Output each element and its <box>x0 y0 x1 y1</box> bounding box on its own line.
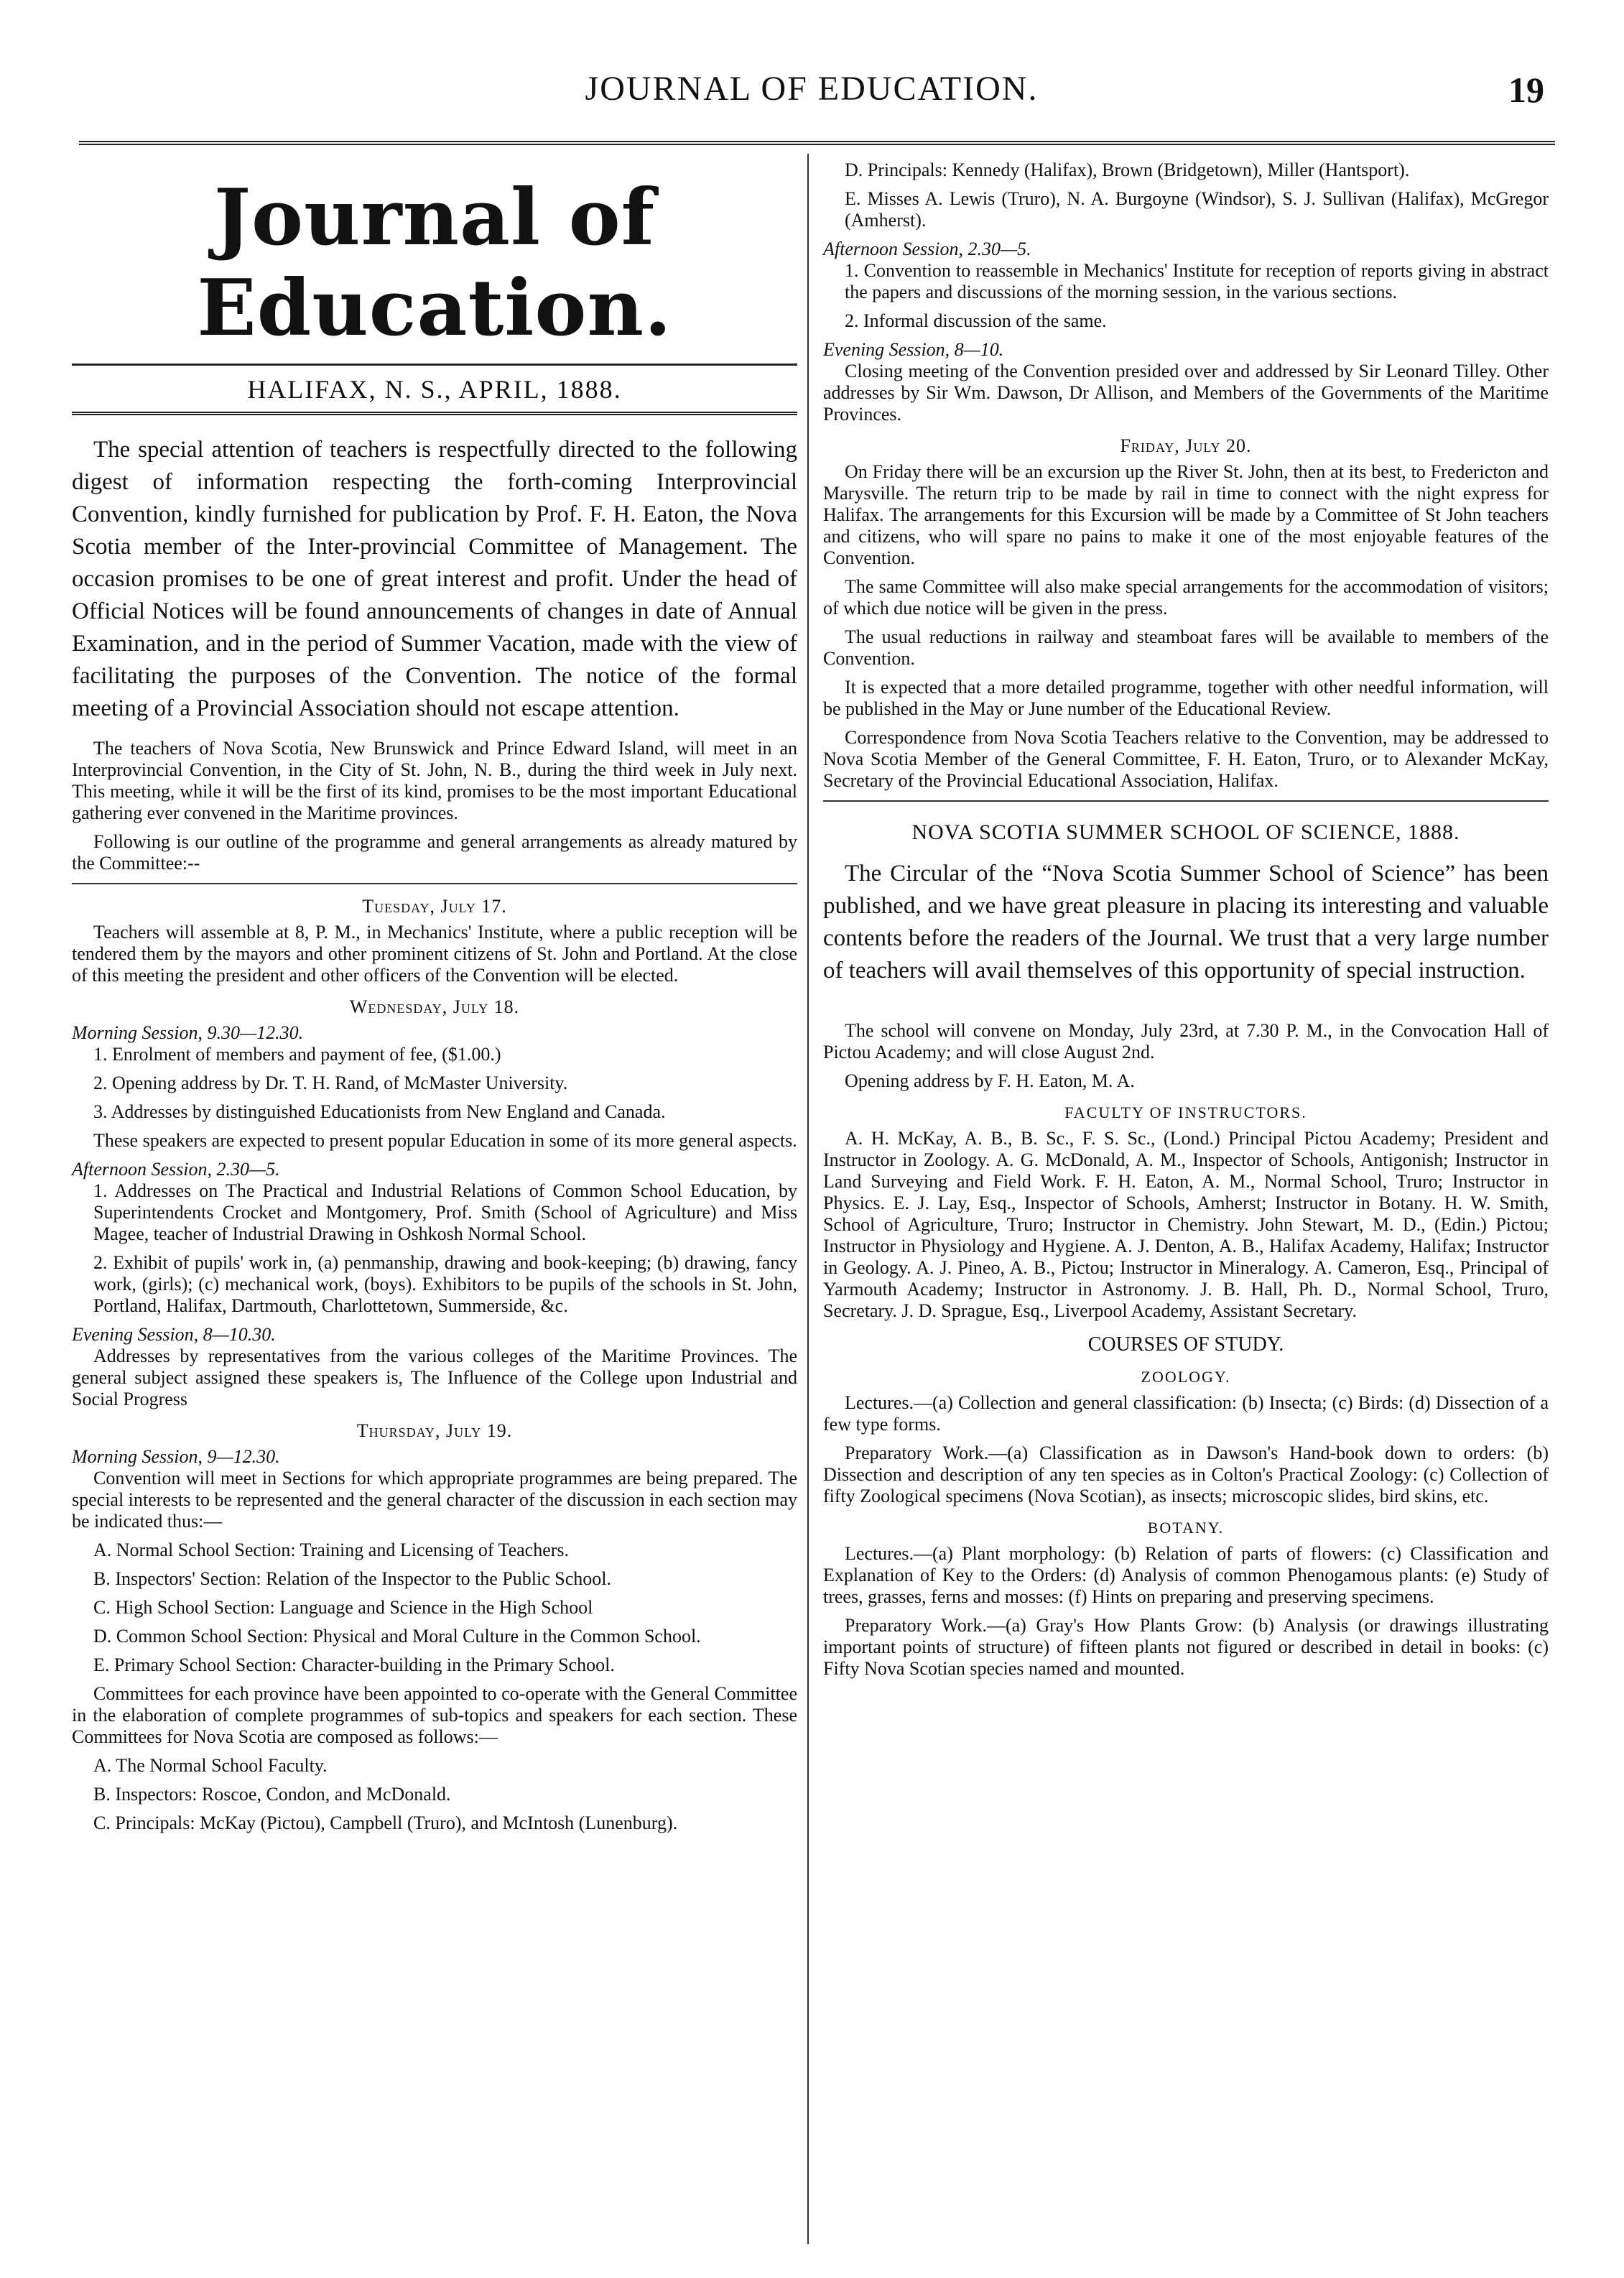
wednesday-evening-label: Evening Session, 8—10.30. <box>72 1324 276 1345</box>
convention-paragraph: The teachers of Nova Scotia, New Brunswick and Prince Edward Island, will meet in an Interprovincial Convention, in the City of St. John, N. B., during the third week in July next. This meeting, while it will be the first of its kind, promises to be the most important Educational gathering ever convened in the Maritime provinces. <box>72 738 797 823</box>
zoology-heading: ZOOLOGY. <box>1141 1368 1231 1386</box>
thursday-afternoon-label: Afternoon Session, 2.30—5. <box>823 239 1031 259</box>
thursday-heading: Thursday, July 19. <box>356 1420 513 1441</box>
committee-item: B. Inspectors: Roscoe, Condon, and McDonald. <box>93 1784 451 1805</box>
wednesday-morning-item: 3. Addresses by distinguished Educationists from New England and Canada. <box>93 1101 666 1122</box>
zoology-preparatory: Preparatory Work.—(a) Classification as in Dawson's Hand-book down to orders: (b) Dissection and description of any ten species as in Colton's Practical Zoology: (c) Collection of fifty Zoological specimens (Nova Scotian), as insects; microscopic slides, bird skins, etc. <box>823 1443 1549 1506</box>
thursday-evening-label: Evening Session, 8—10. <box>823 339 1004 360</box>
dateline: HALIFAX, N. S., APRIL, 1888. <box>72 364 797 415</box>
wednesday-afternoon-item: 2. Exhibit of pupils' work in, (a) penmanship, drawing and book-keeping; (b) drawing, fancy work, (girls); (c) mechanical work, (boys). Exhibitors to be pupils of the schools in St. John, Portland, Halifax, Dartmouth, Charlottetown, Summerside, &c. <box>93 1252 797 1316</box>
botany-preparatory: Preparatory Work.—(a) Gray's How Plants Grow: (b) Analysis (or drawings illustrating important points of structure) of fifteen plants not figured or described in detail in books: (c) Fifty Nova Scotian species named and mounted. <box>823 1615 1549 1679</box>
section-item: B. Inspectors' Section: Relation of the Inspector to the Public School. <box>93 1568 612 1589</box>
thursday-evening-text: Closing meeting of the Convention presided over and addressed by Sir Leonard Tilley. Other addresses by Sir Wm. Dawson, Dr Allison, and Members of the Governments of the Maritime Provinces. <box>823 361 1549 425</box>
faculty-text: A. H. McKay, A. B., B. Sc., F. S. Sc., (Lond.) Principal Pictou Academy; President and Instructor in Zoology. A. G. McDonald, A. M., Inspector of Schools, Antigonish; Instructor in Land Surveying and Field Work. F. H. Eaton, A. M., Normal School, Truro; Instructor in Physics. E. J. Lay, Esq., Inspector of Schools, Amherst; Instructor in Botany. H. W. Smith, School of Agriculture, Truro; Instructor in Chemistry. John Stewart, M. D., (Edin.) Pictou; Instructor in Physiology and Hygiene. A. J. Denton, A. B., Halifax Academy, Halifax; Instructor in Geology. A. J. Pineo, A. B., Pictou; Instructor in Mineralogy. A. Cameron, Esq., Principal of Yarmouth Academy; Instructor in Astronomy. J. B. Hall, Ph. D., Normal School, Truro, Secretary. J. D. Sprague, Esq., Liverpool Academy, Assistant Secretary. <box>823 1128 1549 1321</box>
tuesday-heading: Tuesday, July 17. <box>362 896 507 917</box>
friday-paragraph: The same Committee will also make special arrangements for the accommodation of visitors; of which due notice will be given in the press. <box>823 576 1549 619</box>
section-item: C. High School Section: Language and Science in the High School <box>93 1597 593 1618</box>
section-item: A. Normal School Section: Training and Licensing of Teachers. <box>93 1539 570 1560</box>
running-title: JOURNAL OF EDUCATION. <box>585 70 1039 108</box>
friday-paragraph: The usual reductions in railway and steamboat fares will be available to members of the Convention. <box>823 626 1549 669</box>
botany-lectures: Lectures.—(a) Plant morphology: (b) Relation of parts of flowers: (c) Classification and Explanation of Key to the Orders: (d) Analysis of common Phenogamous plants: (e) Study of trees, grasses, ferns and mosses: (f) Hints on preparing and preserving specimens. <box>823 1543 1549 1607</box>
right-column <box>823 159 1549 1687</box>
section-item: E. Primary School Section: Character-building in the Primary School. <box>93 1654 615 1675</box>
summer-school-convene: The school will convene on Monday, July 23rd, at 7.30 P. M., in the Convocation Hall of Pictou Academy; and will close August 2nd. <box>823 1020 1549 1062</box>
section-item: D. Common School Section: Physical and Moral Culture in the Common School. <box>93 1626 701 1647</box>
section-rule <box>72 883 797 884</box>
committee-item: A. The Normal School Faculty. <box>93 1755 328 1776</box>
wednesday-morning-label: Morning Session, 9.30—12.30. <box>72 1022 304 1043</box>
summer-school-title: NOVA SCOTIA SUMMER SCHOOL OF SCIENCE, 1888. <box>911 820 1460 844</box>
friday-paragraph: On Friday there will be an excursion up the River St. John, then at its best, to Fredericton and Marysville. The return trip to be made by rail in time to connect with the night express for Halifax. The arrangements for this Excursion will be made by a Committee of St John teachers and citizens, who will spare no pains to make it one of the most enjoyable features of the Convention. <box>823 461 1549 568</box>
header-rule <box>79 141 1555 145</box>
friday-paragraph: Correspondence from Nova Scotia Teachers relative to the Convention, may be addressed to Nova Scotia Member of the General Committee, F. H. Eaton, Truro, or to Alexander McKay, Secretary of the Provincial Educational Association, Halifax. <box>823 727 1549 791</box>
wednesday-evening-text: Addresses by representatives from the various colleges of the Maritime Provinces. The general subject assigned these speakers is, The Influence of the College upon Industrial and Social Progress <box>72 1346 797 1409</box>
wednesday-heading: Wednesday, July 18. <box>349 996 520 1017</box>
running-header <box>79 69 1544 121</box>
page-number: 19 <box>1508 70 1544 110</box>
friday-heading: Friday, July 20. <box>1120 435 1252 456</box>
summer-school-intro: The Circular of the “Nova Scotia Summer School of Science” has been published, and we have great pleasure in placing its interesting and valuable contents before the readers of the Journal. We trust that a very large number of teachers will avail themselves of this opportunity of special instruction. <box>823 861 1549 983</box>
zoology-lectures: Lectures.—(a) Collection and general classification: (b) Insecta; (c) Birds: (d) Dissection of a few type forms. <box>823 1392 1549 1435</box>
summer-school-opening: Opening address by F. H. Eaton, M. A. <box>845 1070 1135 1091</box>
wednesday-afternoon-label: Afternoon Session, 2.30—5. <box>72 1159 280 1180</box>
thursday-morning-label: Morning Session, 9—12.30. <box>72 1446 280 1467</box>
section-rule <box>823 800 1549 802</box>
thursday-afternoon-item: 1. Convention to reassemble in Mechanics' Institute for reception of reports giving in abstract the papers and discussions of the morning session, in the various sections. <box>845 260 1549 302</box>
tuesday-text: Teachers will assemble at 8, P. M., in Mechanics' Institute, where a public reception will be tendered them by the mayors and other prominent citizens of St. John and Portland. At the close of this meeting the president and other officers of the Convention will be elected. <box>72 922 797 986</box>
wednesday-morning-item: 2. Opening address by Dr. T. H. Rand, of McMaster University. <box>93 1073 568 1093</box>
faculty-heading: FACULTY OF INSTRUCTORS. <box>1064 1103 1307 1121</box>
left-column <box>72 159 797 1841</box>
intro-paragraph: The special attention of teachers is respectfully directed to the following digest of information respecting the forth-coming Interprovincial Convention, kindly furnished for publication by Prof. F. H. Eaton, the Nova Scotia member of the Inter-provincial Committee of Management. The occasion promises to be one of great interest and profit. Under the head of Official Notices will be found announcements of changes in date of Annual Examination, and in the period of Summer Vacation, made with the view of facilitating the purposes of the Convention. The notice of the formal meeting of a Provincial Association should not escape attention. <box>72 437 797 721</box>
following-paragraph: Following is our outline of the programme and general arrangements as already matured by the Committee:-- <box>72 831 797 874</box>
spacer <box>823 994 1549 1020</box>
committee-item: E. Misses A. Lewis (Truro), N. A. Burgoyne (Windsor), S. J. Sullivan (Halifax), McGregor (Amherst). <box>845 188 1549 231</box>
botany-heading: BOTANY. <box>1147 1519 1225 1537</box>
committee-item: C. Principals: McKay (Pictou), Campbell (Truro), and McIntosh (Lunenburg). <box>93 1812 678 1833</box>
column-divider <box>807 154 809 2244</box>
thursday-afternoon-item: 2. Informal discussion of the same. <box>845 310 1107 331</box>
committees-text: Committees for each province have been appointed to co-operate with the General Committee in the elaboration of complete programmes of sub-topics and speakers for each section. These Committees for Nova Scotia are composed as follows:— <box>72 1683 797 1747</box>
masthead: Journal of Education. <box>197 172 672 353</box>
wednesday-morning-item: 1. Enrolment of members and payment of fee, ($1.00.) <box>93 1044 501 1065</box>
courses-heading: COURSES OF STUDY. <box>1087 1333 1284 1356</box>
committee-item: D. Principals: Kennedy (Halifax), Brown (Bridgetown), Miller (Hantsport). <box>845 159 1410 180</box>
thursday-text: Convention will meet in Sections for which appropriate programmes are being prepared. The special interests to be represented and the general character of the discussion in each section may be indicated thus:— <box>72 1468 797 1532</box>
friday-paragraph: It is expected that a more detailed programme, together with other needful information, will be published in the May or June number of the Educational Review. <box>823 677 1549 719</box>
wednesday-afternoon-item: 1. Addresses on The Practical and Industrial Relations of Common School Education, by Superintendents Crocket and Montgomery, Prof. Smith (School of Agriculture) and Miss Magee, teacher of Industrial Drawing in Oshkosh Normal School. <box>93 1180 797 1244</box>
wednesday-morning-note: These speakers are expected to present popular Education in some of its more general aspects. <box>93 1130 797 1151</box>
